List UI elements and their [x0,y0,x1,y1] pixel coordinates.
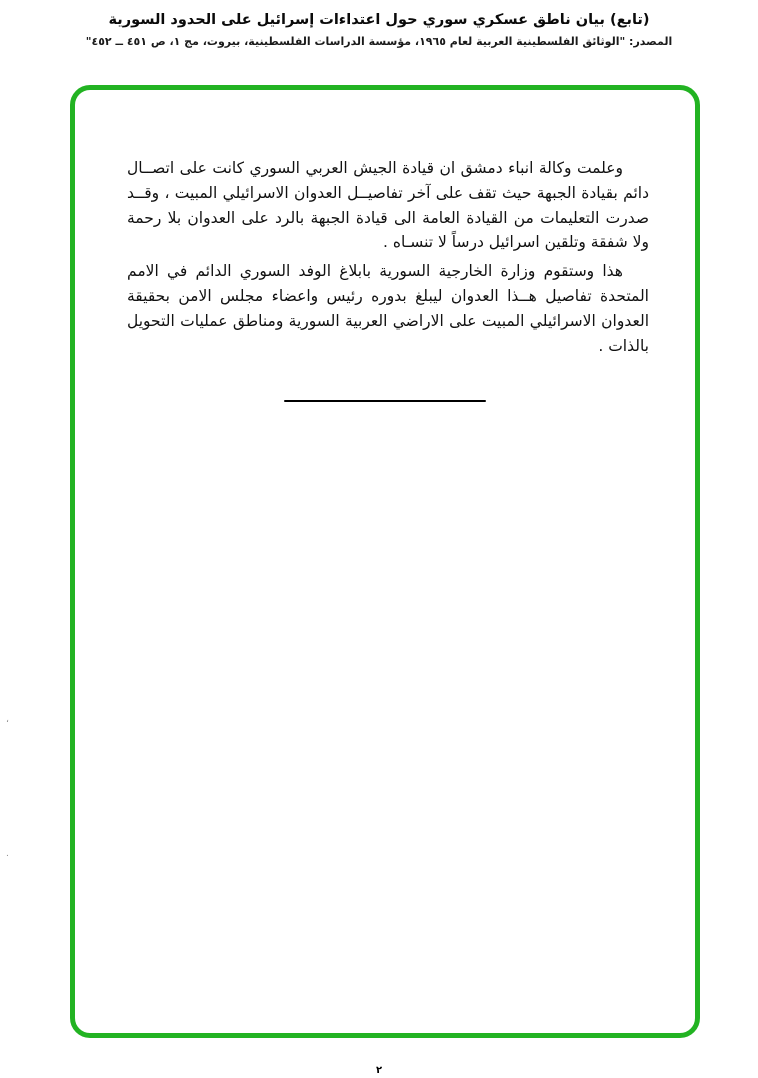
scan-artifact: . [6,849,9,859]
scan-artifact: ، [6,715,9,725]
paragraph-2: هذا وستقوم وزارة الخارجية السورية بابلاغ الوفد السوري الدائم في الامم المتحدة تفاصيل هــذا العدوان ليبلغ بدوره رئيس واعضاء مجلس الامن بحقيقة العدوان الاسرائيلي المبيت على الاراضي العربية السورية ومناطق عمليات التحويل بالذات . [127,262,649,355]
document-title: (تابع) بيان ناطق عسكري سوري حول اعتداءات إسرائيل على الحدود السورية [108,12,650,28]
paragraph-1: وعلمت وكالة انباء دمشق ان قيادة الجيش العربي السوري كانت على اتصــال دائم بقيادة الجبهة حيث تقف على آخر تفاصيــل العدوان الاسرائيلي المبيت ، وقــد صدرت التعليمات من القيادة العامة الى قيادة الجبهة بالرد على العدوان بلا رحمة ولا شفقة وتلقين اسرائيل درساً لا تنسـاه . [127,159,649,252]
document-body [75,90,695,358]
separator-line [284,400,486,402]
document-frame [70,85,700,1038]
document-header [0,0,758,48]
page-number: ٢ [375,1065,383,1076]
document-source: المصدر: "الوثائق الفلسطينية العربية لعام ١٩٦٥، مؤسسة الدراسات الفلسطينية، بيروت، مج ١، ص ٤٥١ ــ ٤٥٢" [85,35,673,48]
